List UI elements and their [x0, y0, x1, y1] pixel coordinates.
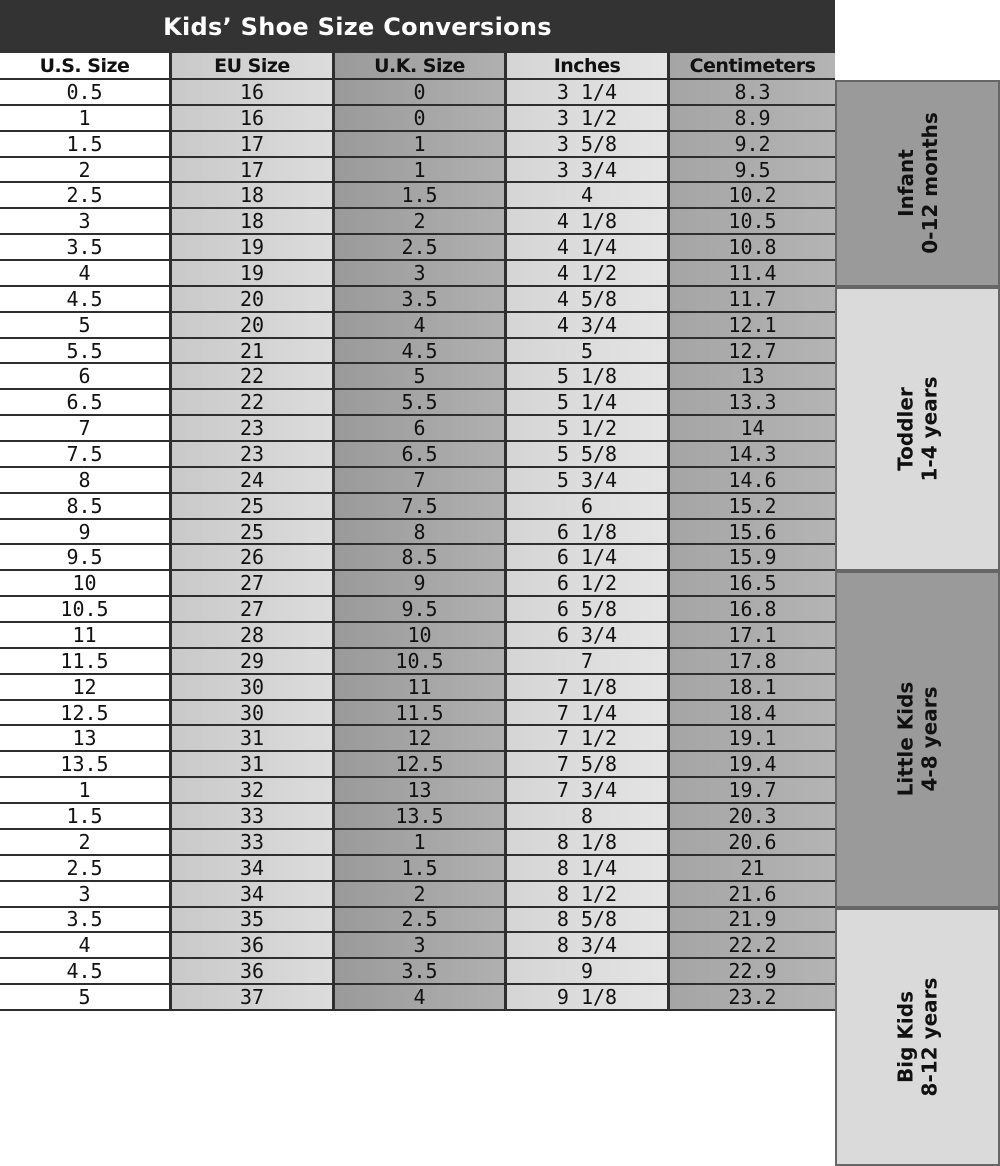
cell-inches: 5: [507, 339, 670, 363]
cell-uk-size: 6.5: [335, 442, 507, 466]
cell-us-size: 8.5: [0, 494, 172, 518]
cell-centimeters: 21.6: [670, 882, 835, 906]
cell-us-size: 13.5: [0, 752, 172, 776]
cell-us-size: 2.5: [0, 183, 172, 207]
cell-inches: 3 1/4: [507, 80, 670, 104]
cell-centimeters: 19.1: [670, 726, 835, 750]
cell-centimeters: 15.6: [670, 520, 835, 544]
cell-eu-size: 28: [172, 623, 335, 647]
cell-us-size: 7: [0, 416, 172, 440]
cell-us-size: 1.5: [0, 132, 172, 156]
cell-eu-size: 19: [172, 261, 335, 285]
group-name: Big Kids: [893, 990, 918, 1083]
table-row: [0, 390, 835, 416]
table-row: [0, 235, 835, 261]
table-row: [0, 804, 835, 830]
cell-centimeters: 10.2: [670, 183, 835, 207]
cell-eu-size: 36: [172, 933, 335, 957]
table-row: [0, 571, 835, 597]
table-row: [0, 959, 835, 985]
cell-uk-size: 10: [335, 623, 507, 647]
cell-eu-size: 17: [172, 132, 335, 156]
cell-inches: 4 1/2: [507, 261, 670, 285]
cell-centimeters: 21: [670, 856, 835, 880]
cell-uk-size: 4: [335, 985, 507, 1009]
cell-uk-size: 12.5: [335, 752, 507, 776]
group-infant: [835, 80, 1000, 287]
cell-us-size: 2: [0, 830, 172, 854]
cell-inches: 7 1/4: [507, 701, 670, 725]
cell-inches: 5 1/2: [507, 416, 670, 440]
cell-uk-size: 1.5: [335, 856, 507, 880]
cell-centimeters: 14: [670, 416, 835, 440]
cell-uk-size: 5: [335, 364, 507, 388]
table-row: [0, 209, 835, 235]
header-inches: Inches: [507, 53, 670, 78]
cell-uk-size: 5.5: [335, 390, 507, 414]
cell-centimeters: 15.9: [670, 545, 835, 569]
table-row: [0, 80, 835, 106]
size-conversion-table: [0, 53, 835, 1011]
cell-eu-size: 16: [172, 106, 335, 130]
cell-inches: 5 5/8: [507, 442, 670, 466]
cell-eu-size: 34: [172, 882, 335, 906]
cell-uk-size: 11: [335, 675, 507, 699]
cell-eu-size: 34: [172, 856, 335, 880]
table-row: [0, 830, 835, 856]
cell-uk-size: 3.5: [335, 287, 507, 311]
cell-centimeters: 19.4: [670, 752, 835, 776]
cell-uk-size: 9: [335, 571, 507, 595]
cell-inches: 3 5/8: [507, 132, 670, 156]
cell-us-size: 10.5: [0, 597, 172, 621]
cell-eu-size: 18: [172, 183, 335, 207]
cell-centimeters: 16.8: [670, 597, 835, 621]
table-row: [0, 675, 835, 701]
cell-uk-size: 2.5: [335, 908, 507, 932]
cell-inches: 7 1/8: [507, 675, 670, 699]
cell-centimeters: 10.5: [670, 209, 835, 233]
cell-centimeters: 18.1: [670, 675, 835, 699]
cell-eu-size: 16: [172, 80, 335, 104]
cell-centimeters: 22.9: [670, 959, 835, 983]
table-row: [0, 364, 835, 390]
cell-inches: 7: [507, 649, 670, 673]
cell-inches: 8 1/2: [507, 882, 670, 906]
group-little-kids: [835, 571, 1000, 907]
cell-eu-size: 37: [172, 985, 335, 1009]
cell-centimeters: 21.9: [670, 908, 835, 932]
cell-inches: 8 1/4: [507, 856, 670, 880]
cell-inches: 5 1/4: [507, 390, 670, 414]
cell-eu-size: 31: [172, 726, 335, 750]
cell-us-size: 4: [0, 261, 172, 285]
cell-uk-size: 11.5: [335, 701, 507, 725]
cell-eu-size: 23: [172, 442, 335, 466]
group-big-kids: [835, 908, 1000, 1166]
cell-eu-size: 32: [172, 778, 335, 802]
cell-us-size: 4.5: [0, 959, 172, 983]
cell-inches: 8 5/8: [507, 908, 670, 932]
header-us-size: U.S. Size: [0, 53, 172, 78]
table-row: [0, 158, 835, 184]
cell-uk-size: 2.5: [335, 235, 507, 259]
cell-inches: 8 1/8: [507, 830, 670, 854]
cell-inches: 7 1/2: [507, 726, 670, 750]
cell-inches: 7 5/8: [507, 752, 670, 776]
cell-eu-size: 21: [172, 339, 335, 363]
cell-centimeters: 16.5: [670, 571, 835, 595]
cell-us-size: 6.5: [0, 390, 172, 414]
cell-us-size: 4.5: [0, 287, 172, 311]
cell-uk-size: 0: [335, 80, 507, 104]
table-row: [0, 649, 835, 675]
table-row: [0, 261, 835, 287]
table-row: [0, 933, 835, 959]
cell-us-size: 3: [0, 882, 172, 906]
cell-us-size: 4: [0, 933, 172, 957]
cell-centimeters: 14.6: [670, 468, 835, 492]
table-row: [0, 701, 835, 727]
cell-us-size: 1.5: [0, 804, 172, 828]
table-row: [0, 442, 835, 468]
cell-eu-size: 19: [172, 235, 335, 259]
cell-eu-size: 22: [172, 364, 335, 388]
table-row: [0, 494, 835, 520]
cell-us-size: 10: [0, 571, 172, 595]
cell-us-size: 7.5: [0, 442, 172, 466]
cell-eu-size: 35: [172, 908, 335, 932]
cell-us-size: 9.5: [0, 545, 172, 569]
cell-us-size: 11: [0, 623, 172, 647]
cell-uk-size: 13: [335, 778, 507, 802]
cell-uk-size: 4: [335, 313, 507, 337]
cell-centimeters: 10.8: [670, 235, 835, 259]
cell-eu-size: 20: [172, 287, 335, 311]
cell-us-size: 9: [0, 520, 172, 544]
cell-inches: 4: [507, 183, 670, 207]
header-uk-size: U.K. Size: [335, 53, 507, 78]
cell-us-size: 12.5: [0, 701, 172, 725]
cell-us-size: 1: [0, 778, 172, 802]
cell-us-size: 8: [0, 468, 172, 492]
cell-centimeters: 12.1: [670, 313, 835, 337]
cell-uk-size: 1: [335, 132, 507, 156]
cell-centimeters: 14.3: [670, 442, 835, 466]
group-ages: 8-12 years: [917, 977, 942, 1097]
group-toddler: [835, 287, 1000, 571]
table-row: [0, 752, 835, 778]
cell-inches: 4 1/4: [507, 235, 670, 259]
cell-inches: 5 3/4: [507, 468, 670, 492]
cell-us-size: 2.5: [0, 856, 172, 880]
cell-eu-size: 18: [172, 209, 335, 233]
cell-inches: 5 1/8: [507, 364, 670, 388]
cell-inches: 9 1/8: [507, 985, 670, 1009]
cell-uk-size: 13.5: [335, 804, 507, 828]
group-name: Little Kids: [893, 682, 918, 797]
cell-uk-size: 10.5: [335, 649, 507, 673]
cell-centimeters: 17.8: [670, 649, 835, 673]
table-row: [0, 882, 835, 908]
cell-eu-size: 33: [172, 804, 335, 828]
cell-inches: 6 1/4: [507, 545, 670, 569]
cell-inches: 9: [507, 959, 670, 983]
cell-centimeters: 9.2: [670, 132, 835, 156]
cell-inches: 3 1/2: [507, 106, 670, 130]
table-row: [0, 908, 835, 934]
cell-us-size: 1: [0, 106, 172, 130]
header-centimeters: Centimeters: [670, 53, 835, 78]
cell-us-size: 11.5: [0, 649, 172, 673]
cell-inches: 6 1/8: [507, 520, 670, 544]
cell-eu-size: 25: [172, 520, 335, 544]
cell-eu-size: 24: [172, 468, 335, 492]
cell-uk-size: 8.5: [335, 545, 507, 569]
cell-uk-size: 1: [335, 158, 507, 182]
cell-eu-size: 30: [172, 701, 335, 725]
cell-eu-size: 31: [172, 752, 335, 776]
cell-centimeters: 23.2: [670, 985, 835, 1009]
cell-eu-size: 36: [172, 959, 335, 983]
cell-centimeters: 11.4: [670, 261, 835, 285]
table-row: [0, 106, 835, 132]
cell-uk-size: 0: [335, 106, 507, 130]
cell-us-size: 0.5: [0, 80, 172, 104]
table-row: [0, 183, 835, 209]
cell-inches: 4 3/4: [507, 313, 670, 337]
cell-us-size: 3.5: [0, 235, 172, 259]
group-ages: 4-8 years: [917, 686, 942, 792]
cell-eu-size: 27: [172, 597, 335, 621]
table-body: [0, 80, 835, 1011]
cell-inches: 6 1/2: [507, 571, 670, 595]
cell-inches: 4 5/8: [507, 287, 670, 311]
page-title: Kids’ Shoe Size Conversions: [0, 0, 835, 53]
cell-centimeters: 12.7: [670, 339, 835, 363]
cell-eu-size: 27: [172, 571, 335, 595]
table-row: [0, 416, 835, 442]
header-row: [0, 53, 835, 80]
cell-centimeters: 22.2: [670, 933, 835, 957]
cell-inches: 4 1/8: [507, 209, 670, 233]
cell-us-size: 12: [0, 675, 172, 699]
cell-us-size: 5.5: [0, 339, 172, 363]
cell-uk-size: 3: [335, 933, 507, 957]
cell-uk-size: 7: [335, 468, 507, 492]
cell-uk-size: 4.5: [335, 339, 507, 363]
cell-eu-size: 20: [172, 313, 335, 337]
cell-centimeters: 13.3: [670, 390, 835, 414]
cell-us-size: 5: [0, 985, 172, 1009]
cell-centimeters: 18.4: [670, 701, 835, 725]
group-ages: 0-12 months: [917, 112, 942, 255]
header-eu-size: EU Size: [172, 53, 335, 78]
table-row: [0, 778, 835, 804]
cell-uk-size: 8: [335, 520, 507, 544]
cell-us-size: 3.5: [0, 908, 172, 932]
table-row: [0, 856, 835, 882]
cell-centimeters: 8.9: [670, 106, 835, 130]
table-row: [0, 339, 835, 365]
cell-eu-size: 30: [172, 675, 335, 699]
cell-inches: 8: [507, 804, 670, 828]
table-row: [0, 623, 835, 649]
cell-uk-size: 12: [335, 726, 507, 750]
cell-centimeters: 8.3: [670, 80, 835, 104]
group-ages: 1-4 years: [917, 376, 942, 482]
cell-inches: 3 3/4: [507, 158, 670, 182]
cell-centimeters: 15.2: [670, 494, 835, 518]
cell-inches: 8 3/4: [507, 933, 670, 957]
table-row: [0, 132, 835, 158]
cell-uk-size: 3: [335, 261, 507, 285]
cell-centimeters: 20.3: [670, 804, 835, 828]
cell-us-size: 6: [0, 364, 172, 388]
cell-uk-size: 3.5: [335, 959, 507, 983]
cell-eu-size: 22: [172, 390, 335, 414]
table-row: [0, 597, 835, 623]
cell-eu-size: 23: [172, 416, 335, 440]
cell-centimeters: 13: [670, 364, 835, 388]
cell-inches: 7 3/4: [507, 778, 670, 802]
cell-eu-size: 29: [172, 649, 335, 673]
cell-inches: 6 3/4: [507, 623, 670, 647]
table-row: [0, 545, 835, 571]
table-row: [0, 985, 835, 1011]
cell-us-size: 5: [0, 313, 172, 337]
cell-inches: 6 5/8: [507, 597, 670, 621]
cell-centimeters: 11.7: [670, 287, 835, 311]
cell-eu-size: 25: [172, 494, 335, 518]
cell-us-size: 2: [0, 158, 172, 182]
cell-centimeters: 17.1: [670, 623, 835, 647]
cell-eu-size: 26: [172, 545, 335, 569]
table-row: [0, 313, 835, 339]
table-row: [0, 726, 835, 752]
cell-uk-size: 1: [335, 830, 507, 854]
table-row: [0, 468, 835, 494]
cell-uk-size: 2: [335, 209, 507, 233]
cell-uk-size: 9.5: [335, 597, 507, 621]
cell-uk-size: 7.5: [335, 494, 507, 518]
cell-eu-size: 17: [172, 158, 335, 182]
cell-centimeters: 20.6: [670, 830, 835, 854]
cell-uk-size: 1.5: [335, 183, 507, 207]
table-row: [0, 520, 835, 546]
cell-centimeters: 9.5: [670, 158, 835, 182]
cell-inches: 6: [507, 494, 670, 518]
table-row: [0, 287, 835, 313]
cell-uk-size: 2: [335, 882, 507, 906]
cell-uk-size: 6: [335, 416, 507, 440]
group-name: Infant: [893, 149, 918, 218]
cell-eu-size: 33: [172, 830, 335, 854]
cell-us-size: 3: [0, 209, 172, 233]
group-name: Toddler: [893, 387, 918, 471]
cell-us-size: 13: [0, 726, 172, 750]
cell-centimeters: 19.7: [670, 778, 835, 802]
